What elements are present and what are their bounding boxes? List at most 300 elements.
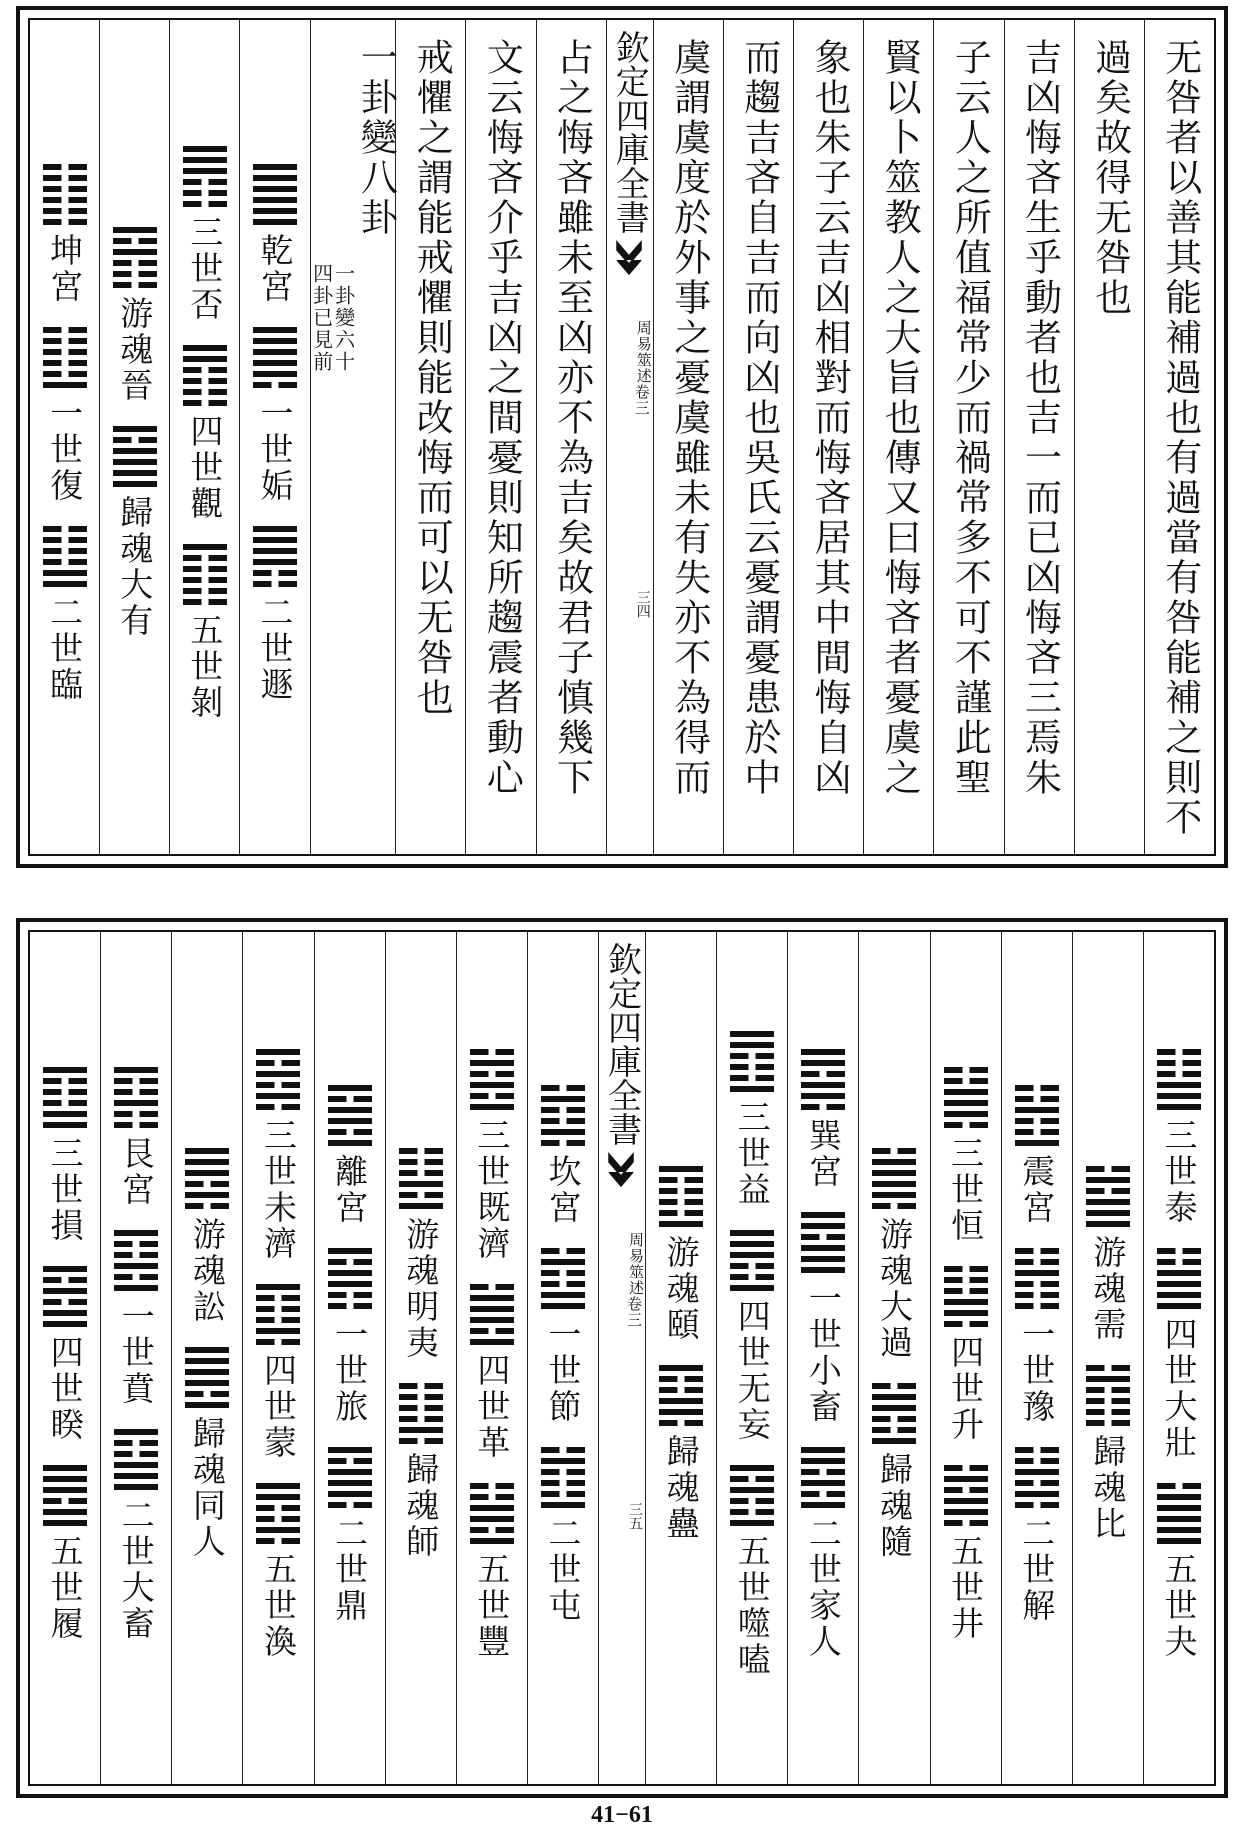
yang-line xyxy=(1015,1270,1059,1276)
yang-line xyxy=(183,146,227,152)
hexagram-icon xyxy=(470,1483,514,1544)
yin-line xyxy=(43,1299,87,1305)
yang-line xyxy=(801,1447,845,1453)
yin-line xyxy=(399,1383,443,1389)
hexagram-column xyxy=(30,20,99,854)
hexagram-icon xyxy=(1015,1447,1059,1508)
yang-line xyxy=(541,1096,585,1102)
yin-line xyxy=(1015,1281,1059,1287)
book-title-volume xyxy=(607,320,653,416)
header-title: 欽定四庫全書 xyxy=(609,30,650,234)
yin-line xyxy=(183,190,227,196)
hexagram-icon xyxy=(730,1465,774,1526)
hexagram-entry xyxy=(114,1230,158,1407)
book-title: 周易筮述 xyxy=(634,320,653,384)
hexagram-label: 游魂明夷 xyxy=(401,1217,441,1361)
hexagram-entry xyxy=(256,1284,300,1461)
yin-line xyxy=(944,1266,988,1272)
yin-line xyxy=(43,1089,87,1095)
hexagram-column xyxy=(456,932,527,1784)
hexagram-entry xyxy=(328,1085,372,1226)
column-text: 過矣故得无咎也 xyxy=(1088,38,1132,318)
yin-line xyxy=(730,1498,774,1504)
yang-line xyxy=(872,1438,916,1444)
hexagram-entry xyxy=(659,1365,703,1542)
yang-line xyxy=(43,1487,87,1493)
yang-line xyxy=(328,1118,372,1124)
hexagram-entry xyxy=(114,1067,158,1208)
yin-line xyxy=(944,1078,988,1084)
yang-line xyxy=(872,1405,916,1411)
hexagram-label: 歸魂隨 xyxy=(874,1452,914,1560)
yin-line xyxy=(659,1387,703,1393)
hexagram-label: 一世節 xyxy=(543,1316,583,1425)
yin-line xyxy=(43,349,87,355)
yang-line xyxy=(1157,1270,1201,1276)
text-column xyxy=(536,20,606,854)
yang-line xyxy=(659,1365,703,1371)
hexagram-entry xyxy=(1157,1248,1201,1461)
column-text: 而趨吉吝自吉而向凶也吳氏云憂謂憂患於中 xyxy=(737,38,781,798)
yang-line xyxy=(113,426,157,432)
hexagram-label: 四世蒙 xyxy=(258,1352,298,1461)
hexagram-icon xyxy=(541,1447,585,1508)
yang-line xyxy=(801,1245,845,1251)
yang-line xyxy=(43,1111,87,1117)
hexagram-icon xyxy=(1015,1085,1059,1146)
hexagram-label: 四世升 xyxy=(946,1334,986,1443)
text-column xyxy=(465,20,535,854)
hexagram-entry xyxy=(470,1284,514,1461)
yang-line xyxy=(185,1402,229,1408)
text-column xyxy=(863,20,933,854)
hexagram-label: 五世剝 xyxy=(185,612,225,721)
hexagram-entry xyxy=(253,164,297,305)
yin-line xyxy=(43,338,87,344)
yang-line xyxy=(328,1281,372,1287)
yin-line xyxy=(1086,1409,1130,1415)
yang-line xyxy=(470,1516,514,1522)
yang-line xyxy=(253,338,297,344)
yang-line xyxy=(1157,1281,1201,1287)
hexagram-label: 五世噬嗑 xyxy=(732,1533,772,1678)
yin-line xyxy=(183,400,227,406)
yin-line xyxy=(253,382,297,388)
hexagram-label: 二世屯 xyxy=(543,1515,583,1624)
yang-line xyxy=(470,1295,514,1301)
yin-line xyxy=(253,570,297,576)
yang-line xyxy=(801,1060,845,1066)
yang-line xyxy=(730,1230,774,1236)
hexagram-icon xyxy=(399,1148,443,1209)
hexagram-icon xyxy=(114,1230,158,1291)
hexagram-entry xyxy=(944,1067,988,1244)
yin-line xyxy=(872,1383,916,1389)
page-number: 三四 xyxy=(634,590,651,618)
hexagram-label: 歸魂大有 xyxy=(115,495,155,639)
yang-line xyxy=(659,1398,703,1404)
yin-line xyxy=(1015,1480,1059,1486)
hexagram-entry xyxy=(183,146,227,323)
hexagram-entry xyxy=(470,1483,514,1660)
yang-line xyxy=(113,481,157,487)
yang-line xyxy=(1157,1104,1201,1110)
yang-line xyxy=(43,1520,87,1526)
yin-line xyxy=(183,577,227,583)
yin-line xyxy=(183,201,227,207)
yang-line xyxy=(1086,1177,1130,1183)
hexagram-column xyxy=(314,932,385,1784)
column-text: 无咎者以善其能補過也有過當有咎能補之則不 xyxy=(1158,38,1202,838)
yin-line xyxy=(1157,1483,1201,1489)
volume-label: 卷三 xyxy=(625,1296,643,1328)
yin-line xyxy=(1157,1248,1201,1254)
yang-line xyxy=(730,1285,774,1291)
hexagram-icon xyxy=(944,1266,988,1327)
yang-line xyxy=(328,1480,372,1486)
yang-line xyxy=(256,1328,300,1334)
yang-line xyxy=(114,1473,158,1479)
yang-line xyxy=(113,227,157,233)
yang-line xyxy=(253,559,297,565)
yin-line xyxy=(541,1140,585,1146)
hexagram-entry xyxy=(399,1148,443,1361)
yang-line xyxy=(801,1458,845,1464)
yin-line xyxy=(944,1067,988,1073)
hexagram-label: 三世既濟 xyxy=(472,1117,512,1262)
yang-line xyxy=(801,1502,845,1508)
yang-line xyxy=(1086,1199,1130,1205)
yin-line xyxy=(730,1509,774,1515)
hexagram-label: 游魂訟 xyxy=(187,1217,227,1325)
yin-line xyxy=(43,186,87,192)
yang-line xyxy=(183,356,227,362)
hexagram-icon xyxy=(1157,1248,1201,1309)
yang-line xyxy=(43,1067,87,1073)
yang-line xyxy=(1086,1221,1130,1227)
yin-line xyxy=(1157,1071,1201,1077)
hexagram-entry xyxy=(659,1166,703,1343)
hexagram-entry xyxy=(1015,1447,1059,1624)
hexagram-icon xyxy=(43,164,87,225)
text-column xyxy=(723,20,793,854)
yin-line xyxy=(541,1447,585,1453)
hexagram-entry xyxy=(872,1383,916,1560)
yin-line xyxy=(113,271,157,277)
hexagram-icon xyxy=(328,1447,372,1508)
yang-line xyxy=(1015,1491,1059,1497)
yang-line xyxy=(185,1159,229,1165)
yin-line xyxy=(399,1170,443,1176)
yang-line xyxy=(872,1170,916,1176)
yang-line xyxy=(328,1447,372,1453)
hexagram-label: 一世姤 xyxy=(255,395,295,504)
hexagram-label: 五世夬 xyxy=(1159,1551,1199,1660)
yang-line xyxy=(541,1303,585,1309)
hexagram-entry xyxy=(43,164,87,305)
hexagram-label: 游魂頤 xyxy=(661,1235,701,1343)
yin-line xyxy=(1015,1447,1059,1453)
yang-line xyxy=(253,526,297,532)
hexagram-icon xyxy=(1157,1483,1201,1544)
hexagram-icon xyxy=(1086,1166,1130,1227)
hexagram-entry xyxy=(113,227,157,404)
yin-line xyxy=(43,548,87,554)
yang-line xyxy=(730,1252,774,1258)
hexagram-entry xyxy=(256,1049,300,1262)
hexagram-entry xyxy=(1015,1248,1059,1425)
hexagram-label: 游魂大過 xyxy=(874,1217,914,1361)
hexagram-entry xyxy=(253,327,297,504)
text-column xyxy=(793,20,863,854)
yang-line xyxy=(253,164,297,170)
yin-line xyxy=(328,1292,372,1298)
hexagram-label: 四世无妄 xyxy=(732,1298,772,1443)
yin-line xyxy=(659,1420,703,1426)
yang-line xyxy=(944,1089,988,1095)
hexagram-column xyxy=(1072,932,1143,1784)
hexagram-column xyxy=(99,20,169,854)
yang-line xyxy=(1157,1303,1201,1309)
hexagram-icon xyxy=(801,1049,845,1110)
yin-line xyxy=(43,537,87,543)
yang-line xyxy=(43,1288,87,1294)
hexagram-label: 一世復 xyxy=(45,395,85,504)
hexagram-icon xyxy=(43,1465,87,1526)
yin-line xyxy=(1157,1259,1201,1265)
yang-line xyxy=(114,1100,158,1106)
yin-line xyxy=(399,1394,443,1400)
yin-line xyxy=(43,371,87,377)
hexagram-label: 三世未濟 xyxy=(258,1117,298,1262)
yin-line xyxy=(541,1085,585,1091)
yin-line xyxy=(541,1270,585,1276)
hexagram-icon xyxy=(470,1049,514,1110)
yang-line xyxy=(730,1031,774,1037)
hexagram-label: 二世鼎 xyxy=(330,1515,370,1624)
yin-line xyxy=(1086,1166,1130,1172)
hexagram-column xyxy=(169,20,239,854)
yin-line xyxy=(1015,1458,1059,1464)
yang-line xyxy=(944,1509,988,1515)
hexagram-label: 四世睽 xyxy=(45,1334,85,1443)
yin-line xyxy=(1086,1398,1130,1404)
yang-line xyxy=(801,1267,845,1273)
yang-line xyxy=(1157,1292,1201,1298)
yin-line xyxy=(399,1416,443,1422)
hexagram-column xyxy=(930,932,1001,1784)
yin-line xyxy=(470,1328,514,1334)
yin-line xyxy=(43,164,87,170)
hexagram-label: 歸魂同人 xyxy=(187,1416,227,1560)
yin-line xyxy=(872,1427,916,1433)
book-title-volume xyxy=(599,1232,645,1328)
yang-line xyxy=(185,1170,229,1176)
yang-line xyxy=(185,1369,229,1375)
hexagram-icon xyxy=(872,1383,916,1444)
text-column xyxy=(653,20,723,854)
yin-line xyxy=(659,1199,703,1205)
yin-line xyxy=(256,1060,300,1066)
yang-line xyxy=(253,208,297,214)
yang-line xyxy=(944,1476,988,1482)
hexagram-column xyxy=(716,932,787,1784)
hexagram-entry xyxy=(256,1483,300,1660)
hexagram-label: 三世損 xyxy=(45,1135,85,1244)
hexagram-label: 一世小畜 xyxy=(803,1280,843,1425)
hexagram-entry xyxy=(399,1383,443,1560)
yang-line xyxy=(253,186,297,192)
hexagram-icon xyxy=(43,526,87,587)
hexagram-icon xyxy=(185,1347,229,1408)
yang-line xyxy=(114,1230,158,1236)
yin-line xyxy=(944,1277,988,1283)
yin-line xyxy=(872,1148,916,1154)
hexagram-icon xyxy=(183,146,227,207)
column-text: 戒懼之謂能戒懼則能改悔而可以无咎也 xyxy=(410,38,454,718)
yang-line xyxy=(730,1042,774,1048)
yang-line xyxy=(183,544,227,550)
yin-line xyxy=(328,1458,372,1464)
hexagram-icon xyxy=(1086,1365,1130,1426)
yang-line xyxy=(872,1192,916,1198)
yin-line xyxy=(944,1122,988,1128)
hexagram-icon xyxy=(730,1031,774,1092)
yin-line xyxy=(43,175,87,181)
yang-line xyxy=(185,1380,229,1386)
yang-line xyxy=(801,1049,845,1055)
yin-line xyxy=(114,1078,158,1084)
yin-line xyxy=(659,1188,703,1194)
yang-line xyxy=(541,1292,585,1298)
yin-line xyxy=(659,1210,703,1216)
yang-line xyxy=(944,1111,988,1117)
hexagram-entry xyxy=(183,345,227,522)
yang-line xyxy=(43,570,87,576)
yin-line xyxy=(1086,1420,1130,1426)
hexagram-entry xyxy=(801,1049,845,1190)
hexagram-entry xyxy=(43,1465,87,1642)
yin-line xyxy=(399,1159,443,1165)
yin-line xyxy=(113,238,157,244)
hexagram-icon xyxy=(183,345,227,406)
hexagram-icon xyxy=(730,1230,774,1291)
yin-line xyxy=(730,1075,774,1081)
hexagram-icon xyxy=(944,1465,988,1526)
yin-line xyxy=(183,588,227,594)
yang-line xyxy=(253,371,297,377)
hexagram-entry xyxy=(944,1465,988,1642)
hexagram-label: 三世泰 xyxy=(1159,1117,1199,1226)
hexagram-icon xyxy=(43,327,87,388)
yang-line xyxy=(1157,1516,1201,1522)
yin-line xyxy=(328,1129,372,1135)
yin-line xyxy=(43,197,87,203)
yin-line xyxy=(470,1049,514,1055)
yin-line xyxy=(114,1451,158,1457)
hexagram-icon xyxy=(801,1447,845,1508)
hexagram-label: 歸魂師 xyxy=(401,1452,441,1560)
yin-line xyxy=(470,1527,514,1533)
column-text: 虞謂虞度於外事之憂虞雖未有失亦不為得而 xyxy=(667,38,711,798)
yang-line xyxy=(256,1093,300,1099)
yang-line xyxy=(944,1299,988,1305)
yang-line xyxy=(399,1181,443,1187)
yin-line xyxy=(113,437,157,443)
yin-line xyxy=(1015,1292,1059,1298)
yin-line xyxy=(113,260,157,266)
yang-line xyxy=(1157,1538,1201,1544)
yin-line xyxy=(872,1416,916,1422)
yang-line xyxy=(801,1480,845,1486)
hexagram-column xyxy=(30,932,100,1784)
hexagram-icon xyxy=(872,1148,916,1209)
page-number: 三五 xyxy=(627,1502,643,1530)
yang-line xyxy=(1015,1140,1059,1146)
hexagram-label: 游魂需 xyxy=(1088,1235,1128,1343)
yang-line xyxy=(253,327,297,333)
yang-line xyxy=(801,1082,845,1088)
yin-line xyxy=(256,1538,300,1544)
hexagram-label: 坤宮 xyxy=(45,232,85,305)
yin-line xyxy=(659,1376,703,1382)
yin-line xyxy=(1086,1387,1130,1393)
hexagram-entry xyxy=(541,1248,585,1425)
hexagram-label: 三世否 xyxy=(185,214,225,323)
hexagram-label: 四世革 xyxy=(472,1352,512,1461)
hexagram-label: 歸魂蠱 xyxy=(661,1434,701,1542)
column-text: 吉凶悔吝生乎動者也吉一而已凶悔吝三焉朱 xyxy=(1018,38,1062,798)
yang-line xyxy=(944,1498,988,1504)
yin-line xyxy=(256,1317,300,1323)
yin-line xyxy=(43,1100,87,1106)
book-title: 周易筮述 xyxy=(627,1232,645,1296)
hexagram-icon xyxy=(470,1284,514,1345)
yin-line xyxy=(944,1520,988,1526)
center-fold xyxy=(598,932,645,1784)
yang-line xyxy=(470,1339,514,1345)
hexagram-label: 四世觀 xyxy=(185,413,225,522)
yin-line xyxy=(659,1177,703,1183)
hexagram-label: 歸魂比 xyxy=(1088,1434,1128,1542)
yin-line xyxy=(1157,1060,1201,1066)
yang-line xyxy=(113,448,157,454)
yang-line xyxy=(113,459,157,465)
yang-line xyxy=(399,1427,443,1433)
hexagram-column xyxy=(787,932,858,1784)
text-column xyxy=(933,20,1003,854)
yang-line xyxy=(470,1306,514,1312)
yin-line xyxy=(114,1111,158,1117)
hexagram-icon xyxy=(185,1148,229,1209)
yin-line xyxy=(114,1089,158,1095)
inline-note: 一卦變六十 四卦已見前 xyxy=(309,263,356,373)
yang-line xyxy=(183,168,227,174)
yang-line xyxy=(730,1487,774,1493)
hexagram-column xyxy=(1001,932,1072,1784)
column-text: 一卦變八卦 xyxy=(354,38,398,238)
yang-line xyxy=(1015,1469,1059,1475)
yang-line xyxy=(944,1310,988,1316)
hexagram-entry xyxy=(730,1031,774,1208)
yin-line xyxy=(1015,1259,1059,1265)
yang-line xyxy=(730,1086,774,1092)
yang-line xyxy=(328,1270,372,1276)
yang-line xyxy=(730,1520,774,1526)
yang-line xyxy=(730,1465,774,1471)
yin-line xyxy=(185,1203,229,1209)
yin-line xyxy=(730,1064,774,1070)
